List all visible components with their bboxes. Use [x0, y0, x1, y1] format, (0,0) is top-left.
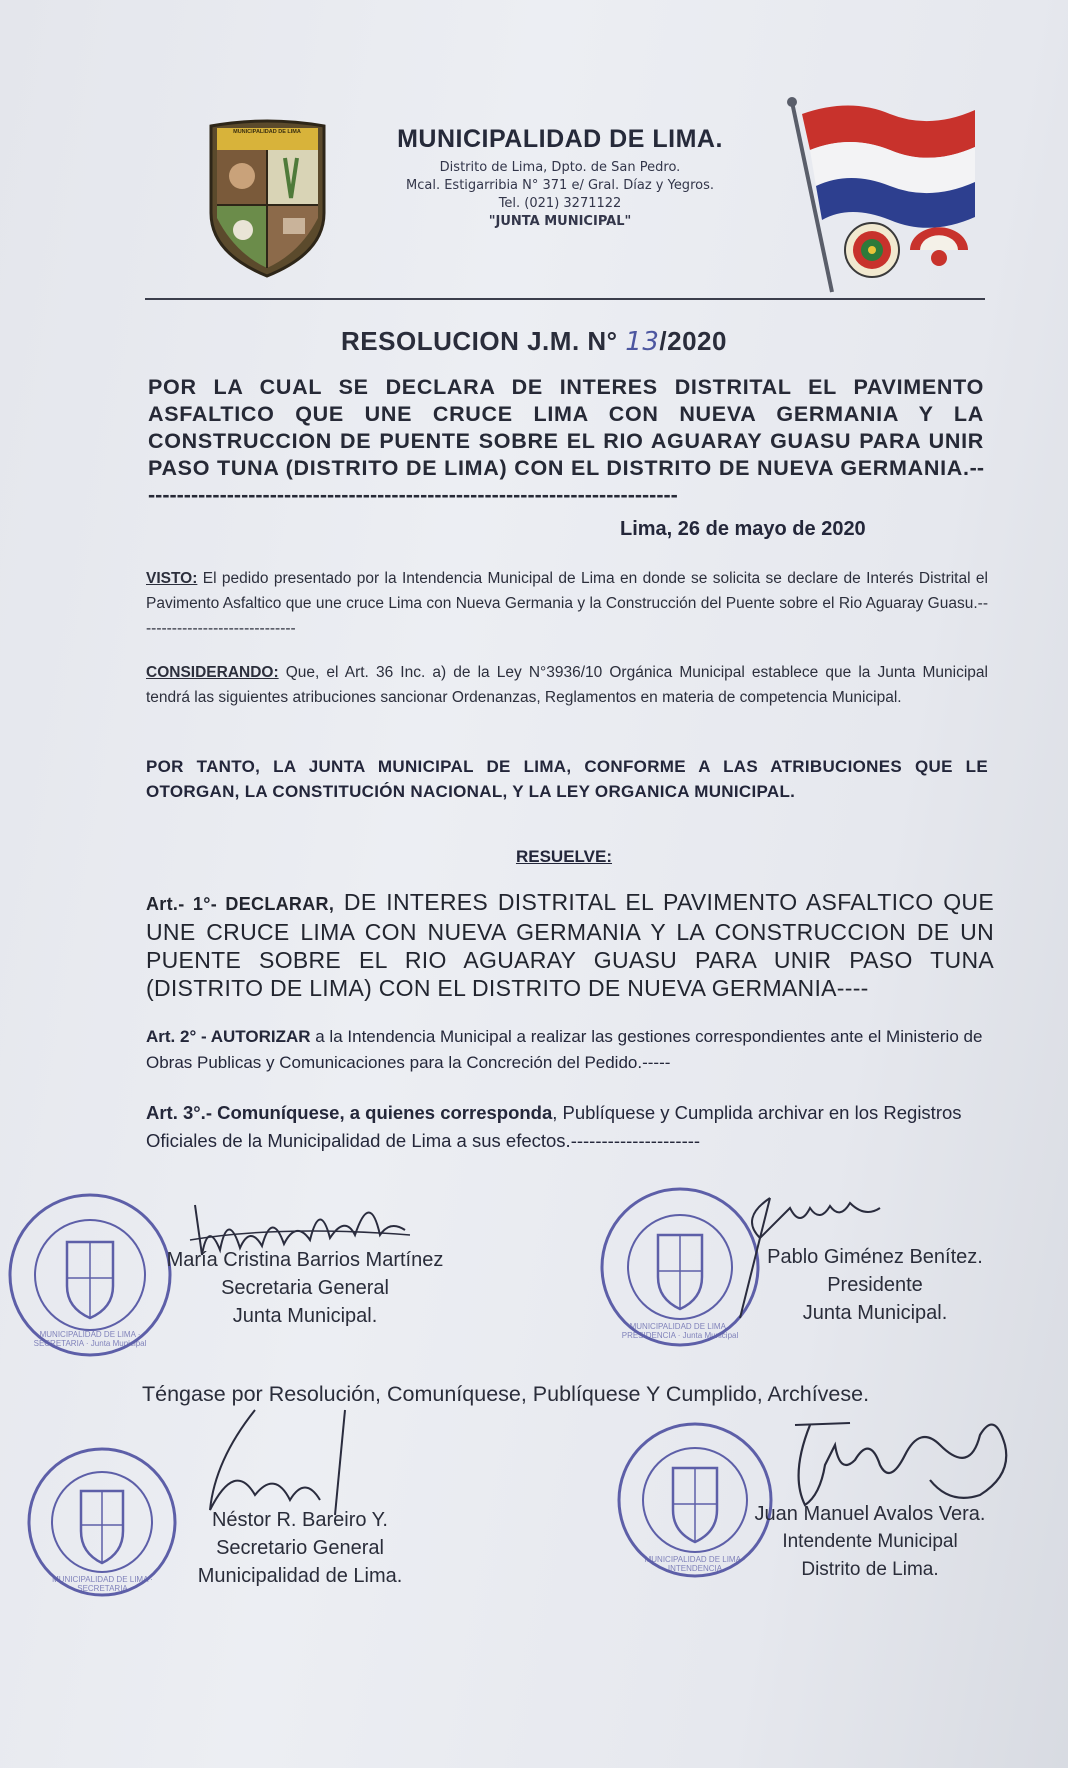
visto-dashes: -------------------------------	[146, 595, 988, 637]
intendencia-seal-text: MUNICIPALIDAD DE LIMA · INTENDENCIA	[644, 1555, 746, 1573]
municipality-logo	[205, 118, 330, 278]
article-3	[146, 1099, 994, 1155]
visto-paragraph	[146, 566, 988, 641]
presidente-org: Junta Municipal.	[802, 1302, 948, 1324]
resolution-date: Lima, 26 de mayo de 2020	[620, 518, 866, 540]
article-1	[146, 888, 994, 1002]
article-3-dashes: ---------------------	[570, 1130, 701, 1151]
resolution-prefix: RESOLUCION J.M. N°	[341, 326, 618, 356]
visto-text: El pedido presentado por la Intendencia Municipal de Lima en donde se solicita se declare de Interés Distrital el Pavimento Asfaltico que une cruce Lima con Nueva Germania y la Construcción del Puente sobre el Rio Aguaray Guasu.	[146, 570, 988, 612]
signature-presidente	[740, 1243, 1010, 1327]
secretaria-org: Junta Municipal.	[232, 1305, 378, 1327]
header-divider	[145, 298, 985, 300]
municipality-title: MUNICIPALIDAD DE LIMA.	[397, 125, 723, 153]
resuelve-heading: RESUELVE:	[515, 847, 613, 866]
considerando-text: Que, el Art. 36 Inc. a) de la Ley N°3936/10 Orgánica Municipal establece que la Junta Municipal tendrá las siguientes atribuciones sancionar Ordenanzas, Reglamentos en materia de competencia Municipal.	[146, 664, 988, 706]
junta-presidencia-seal-text: MUNICIPALIDAD DE LIMA · PRESIDENCIA · Junta Municipal	[621, 1322, 739, 1340]
article-2-text: a la Intendencia Municipal a realizar las gestiones correspondientes ante el Ministerio de Obras Publicas y Comunicaciones para la Concreción del Pedido.	[146, 1027, 983, 1072]
secretario-org: Municipalidad de Lima.	[197, 1565, 403, 1587]
presidente-role: Presidente	[827, 1274, 923, 1296]
closing-statement: Téngase por Resolución, Comuníquese, Publíquese Y Cumplido, Archívese.	[142, 1382, 870, 1406]
secretaria-name: María Cristina Barrios Martínez	[166, 1249, 444, 1271]
article-3-text: , Publíquese y Cumplida archivar en los Registros Oficiales de la Municipalidad de Lima a sus efectos.	[146, 1102, 962, 1151]
subject-text: POR LA CUAL SE DECLARA DE INTERES DISTRITAL EL PAVIMENTO ASFALTICO QUE UNE CRUCE LIMA CON NUEVA GERMANIA Y LA CONSTRUCCION DE PUENTE SOBRE EL RIO AGUARAY GUASU PARA UNIR PASO TUNA (DISTRITO DE LIMA) CON EL DISTRITO DE NUEVA GERMANIA.	[148, 375, 984, 480]
intendente-role: Intendente Municipal	[782, 1531, 958, 1552]
subject-dashes: ----------------------------------------------------------------------------	[148, 456, 984, 507]
secretaria-role: Secretaria General	[221, 1277, 389, 1299]
junta-secretaria-seal-text: MUNICIPALIDAD DE LIMA · SECRETARIA · Junta Municipal	[33, 1330, 147, 1348]
article-1-lead: Art.- 1°- DECLARAR,	[146, 894, 335, 914]
article-2-lead: Art. 2° - AUTORIZAR	[146, 1027, 311, 1046]
letterhead	[360, 125, 760, 229]
article-1-dashes: ----	[836, 975, 869, 1001]
resolution-subject	[148, 374, 984, 509]
presidente-name: Pablo Giménez Benítez.	[767, 1246, 983, 1268]
intendente-org: Distrito de Lima.	[801, 1559, 939, 1580]
resolution-title	[0, 326, 1068, 357]
logo-caption: MUNICIPALIDAD DE LIMA	[233, 129, 301, 135]
paraguay-flag-icon	[780, 92, 990, 297]
article-2-dashes: -----	[642, 1053, 671, 1072]
article-1-text: DE INTERES DISTRITAL EL PAVIMENTO ASFALTICO QUE UNE CRUCE LIMA CON NUEVA GERMANIA Y LA CONSTRUCCION DE UN PUENTE SOBRE EL RIO AGUARAY GUASU PARA UNIR PASO TUNA (DISTRITO DE LIMA) CON EL DISTRITO DE NUEVA GERMANIA	[146, 889, 994, 1001]
municipal-secretaria-seal-text: MUNICIPALIDAD DE LIMA · SECRETARIA	[52, 1575, 153, 1593]
junta-line: "JUNTA MUNICIPAL"	[488, 214, 632, 229]
signature-intendente	[725, 1500, 1015, 1584]
intendente-name: Juan Manuel Avalos Vera.	[754, 1503, 986, 1525]
secretario-name: Néstor R. Bareiro Y.	[211, 1509, 388, 1531]
resolution-number: 13	[625, 327, 660, 357]
signature-secretaria	[140, 1246, 470, 1330]
considerando-label: CONSIDERANDO:	[146, 664, 279, 681]
secretario-role: Secretario General	[216, 1537, 384, 1559]
article-2	[146, 1024, 994, 1076]
district-line: Distrito de Lima, Dpto. de San Pedro.	[439, 160, 681, 175]
article-3-lead: Art. 3°.- Comuníquese, a quienes corresponda	[146, 1102, 553, 1123]
considerando-paragraph	[146, 660, 988, 710]
visto-label: VISTO:	[146, 570, 198, 587]
signature-secretario	[170, 1506, 430, 1590]
phone-line: Tel. (021) 3271122	[498, 196, 622, 211]
resolution-year: /2020	[659, 326, 727, 356]
address-line: Mcal. Estigarribia N° 371 e/ Gral. Díaz y Yegros.	[406, 178, 714, 193]
por-tanto-paragraph: POR TANTO, LA JUNTA MUNICIPAL DE LIMA, CONFORME A LAS ATRIBUCIONES QUE LE OTORGAN, LA CONSTITUCIÓN NACIONAL, Y LA LEY ORGANICA MUNICIPAL.	[146, 757, 988, 801]
